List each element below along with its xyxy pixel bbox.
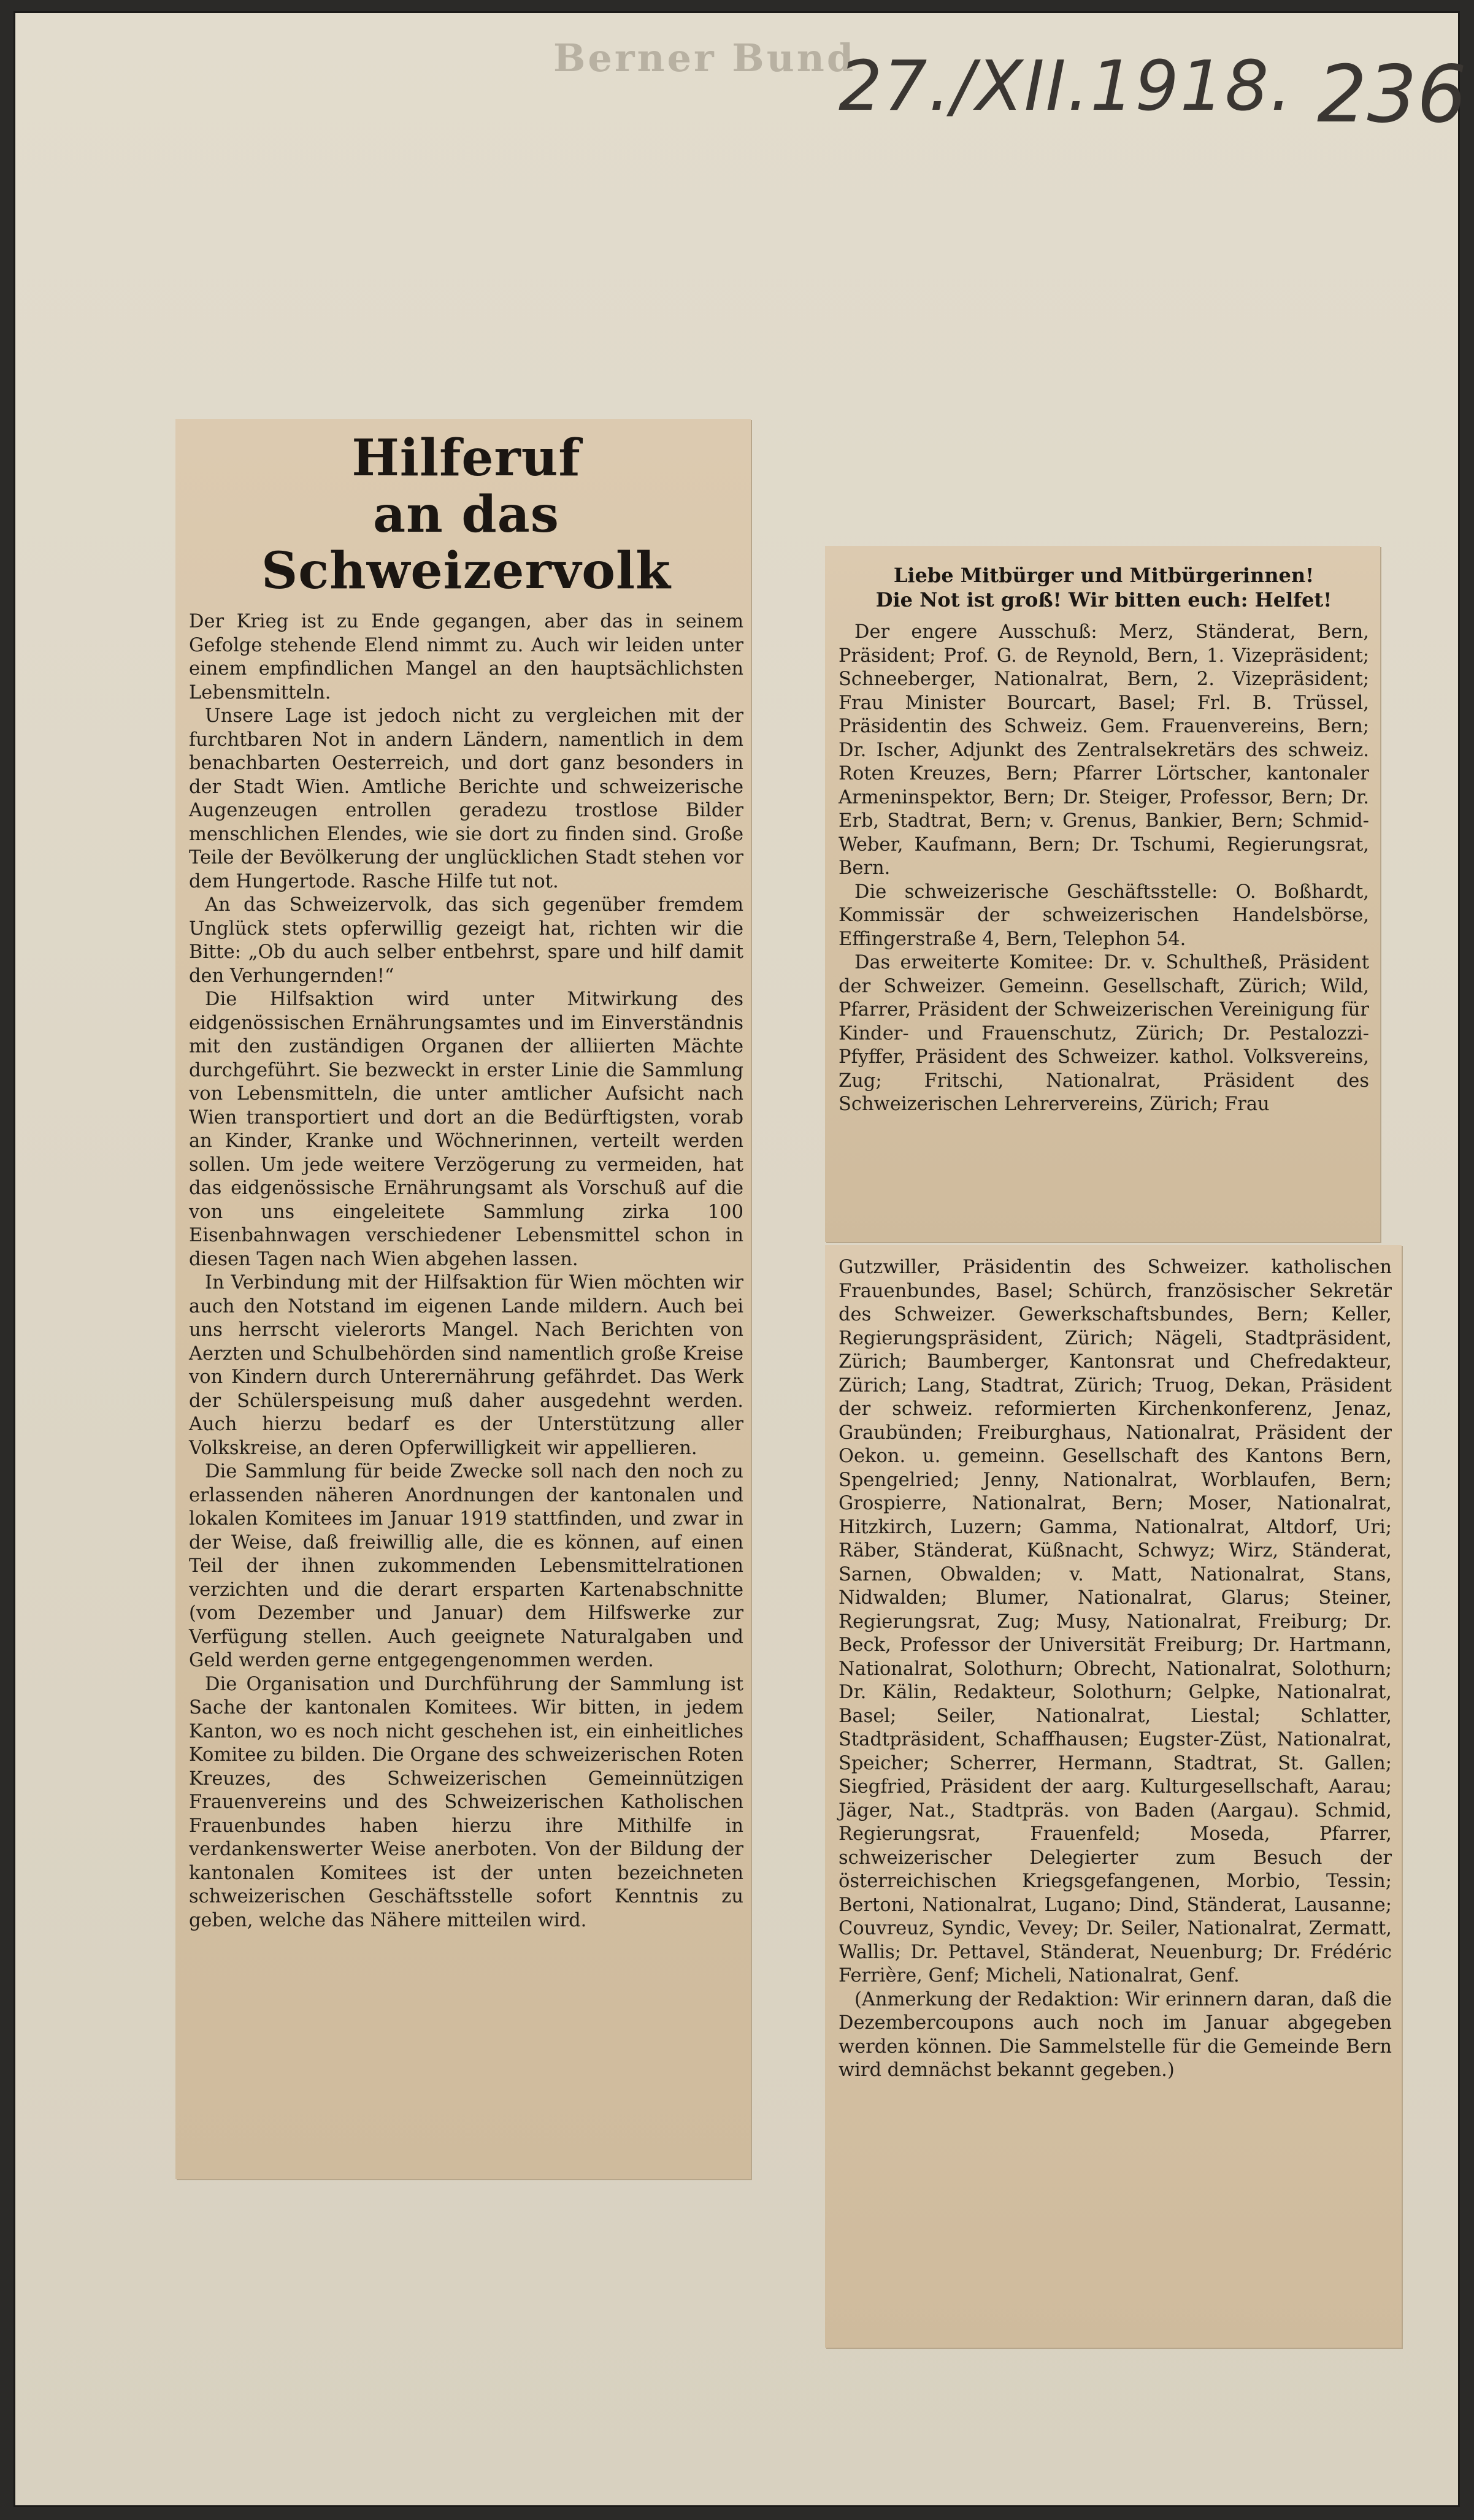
- article-paragraph: Die Organisation und Durchführung der Sammlung ist Sache der kantonalen Komitees. Wir bitten, in jedem Kanton, wo es noch nicht geschehen ist, ein einheitliches Komitee zu bilden. Die Organe des schweizerischen Roten Kreuzes, des Schweizerischen Gemeinnützigen Frauenvereins und des Schweizerischen Katholischen Frauenbundes haben hierzu ihre Mithilfe in verdankenswerter Weise anerboten. Von der Bildung der kantonalen Komitees ist der unten bezeichneten schweizerischen Geschäftsstelle sofort Kenntnis zu geben, welche das Nähere mitteilen wird.: [189, 1673, 743, 1931]
- article-paragraph: In Verbindung mit der Hilfsaktion für Wien möchten wir auch den Notstand im eigenen Lande mildern. Auch bei uns herrscht vielerorts Mangel. Nach Berichten von Aerzten und Schulbehörden sind namentlich große Kreise von Kindern durch Unterernährung gefährdet. Das Werk der Schülerspeisung muß daher ausgedehnt werden. Auch hierzu bedarf es der Unterstützung aller Volkskreise, an deren Opferwilligkeit wir appellieren.: [189, 1272, 743, 1459]
- headline-line-2: an das Schweizervolk: [261, 485, 671, 600]
- article-paragraph: Unsere Lage ist jedoch nicht zu vergleichen mit der furchtbaren Not in andern Ländern, namentlich in dem benachbarten Oesterreich, und dort ganz besonders in der Stadt Wien. Amtliche Berichte und schweizerische Augenzeugen entrollen geradezu trostlose Bilder menschlichen Elendes, wie sie dort zu finden sind. Große Teile der Bevölkerung der unglücklichen Stadt stehen vor dem Hungertode. Rasche Hilfe tut not.: [189, 705, 743, 892]
- article-headline: [189, 430, 743, 599]
- editorial-note: (Anmerkung der Redaktion: Wir erinnern daran, daß die Dezembercoupons auch noch im Januar abgegeben werden können. Die Sammelstelle für die Gemeinde Bern wird demnächst bekannt gegeben.): [839, 1988, 1392, 2081]
- committee-paragraph: Der engere Ausschuß: Merz, Ständerat, Bern, Präsident; Prof. G. de Reynold, Bern, 1. Vizepräsident; Schneeberger, Nationalrat, Bern, 2. Vizepräsident; Frau Minister Bourcart, Basel; Frl. B. Trüssel, Präsidentin des Schweiz. Gem. Frauenvereins, Bern; Dr. Ischer, Adjunkt des Zentralsekretärs des schweiz. Roten Kreuzes, Bern; Pfarrer Lörtscher, kantonaler Armeninspektor, Bern; Dr. Steiger, Professor, Bern; Dr. Erb, Stadtrat, Bern; v. Grenus, Bankier, Bern; Schmid-Weber, Kaufmann, Bern; Dr. Tschumi, Regierungsrat, Bern.: [839, 621, 1369, 879]
- clipping-committee-list-top: [825, 546, 1380, 1242]
- article-paragraph: An das Schweizervolk, das sich gegenüber fremdem Unglück stets opferwillig gezeigt hat, richten wir die Bitte: „Ob du auch selber entbehrst, spare und hilf damit den Verhungernden!“: [189, 894, 743, 987]
- article-paragraph: Die Hilfsaktion wird unter Mitwirkung des eidgenössischen Ernährungsamtes und im Einverständnis mit den zuständigen Organen der alliierten Mächte durchgeführt. Sie bezweckt in erster Linie die Sammlung von Lebensmitteln, die unter amtlicher Aufsicht nach Wien transportiert und dort an die Bedürftigsten, vorab an Kinder, Kranke und Wöchnerinnen, verteilt werden sollen. Um jede weitere Verzögerung zu vermeiden, hat das eidgenössische Ernährungsamt als Vorschuß auf die von uns eingeleitete Sammlung zirka 100 Eisenbahnwagen verschiedener Lebensmittel schon in diesen Tagen nach Wien abgehen lassen.: [189, 989, 743, 1270]
- appeal-heading-line-1: Liebe Mitbürger und Mitbürgerinnen!: [893, 564, 1315, 587]
- committee-paragraph: Das erweiterte Komitee: Dr. v. Schultheß, Präsident der Schweizer. Gemeinn. Gesellschaft, Zürich; Wild, Pfarrer, Präsident der Schweizerischen Vereinigung für Kinder- und Frauenschutz, Zürich; Dr. Pestalozzi-Pfyffer, Präsident des Schweizer. kathol. Volksvereins, Zug; Fritschi, Nationalrat, Präsident des Schweizerischen Lehrervereins, Zürich; Frau: [839, 952, 1369, 1115]
- clipping-committee-list-bottom: [825, 1245, 1402, 2348]
- newspaper-stamp: Berner Bund: [553, 36, 856, 80]
- committee-paragraph: Gutzwiller, Präsidentin des Schweizer. katholischen Frauenbundes, Basel; Schürch, französischer Sekretär des Schweizer. Gewerkschaftsbundes, Bern; Keller, Regierungspräsident, Zürich; Nägeli, Stadtpräsident, Zürich; Baumberger, Kantonsrat und Chefredakteur, Zürich; Lang, Stadtrat, Zürich; Truog, Dekan, Präsident der schweiz. reformierten Kirchenkonferenz, Jenaz, Graubünden; Freiburghaus, Nationalrat, Präsident der Oekon. u. gemeinn. Gesellschaft des Kantons Bern, Spengelried; Jenny, Nationalrat, Worblaufen, Bern; Grospierre, Nationalrat, Bern; Moser, Nationalrat, Hitzkirch, Luzern; Gamma, Nationalrat, Altdorf, Uri; Räber, Ständerat, Küßnacht, Schwyz; Wirz, Ständerat, Sarnen, Obwalden; v. Matt, Nationalrat, Stans, Nidwalden; Blumer, Nationalrat, Glarus; Steiner, Regierungsrat, Zug; Musy, Nationalrat, Freiburg; Dr. Beck, Professor der Universität Freiburg; Dr. Hartmann, Nationalrat, Solothurn; Obrecht, Nationalrat, Solothurn; Dr. Kälin, Redakteur, Solothurn; Gelpke, Nationalrat, Basel; Seiler, Nationalrat, Liestal; Schlatter, Stadtpräsident, Schaffhausen; Eugster-Züst, Nationalrat, Speicher; Scherrer, Hermann, Stadtrat, St. Gallen; Siegfried, Präsident der aarg. Kulturgesellschaft, Aarau; Jäger, Nat., Stadtpräs. von Baden (Aargau). Schmid, Regierungsrat, Frauenfeld; Moseda, Pfarrer, schweizerischer Delegierter zum Besuch der österreichischen Kriegsgefangenen, Morbio, Tessin; Bertoni, Nationalrat, Lugano; Dind, Ständerat, Lausanne; Couvreuz, Syndic, Vevey; Dr. Seiler, Nationalrat, Zermatt, Wallis; Dr. Pettavel, Ständerat, Neuenburg; Dr. Frédéric Ferrière, Genf; Micheli, Nationalrat, Genf.: [839, 1257, 1392, 1986]
- handwritten-date: 27./XII.1918.: [839, 47, 1293, 126]
- article-paragraph: Der Krieg ist zu Ende gegangen, aber das in seinem Gefolge stehende Elend nimmt zu. Auch wir leiden unter einem empfindlichen Mangel an den hauptsächlichsten Lebensmitteln.: [189, 611, 743, 703]
- article-paragraph: Die Sammlung für beide Zwecke soll nach den noch zu erlassenden näheren Anordnungen der kantonalen und lokalen Komitees im Januar 1919 stattfinden, und zwar in der Weise, daß freiwillig alle, die es können, auf einen Teil der ihnen zukommenden Lebensmittelrationen verzichten und die derart ersparten Kartenabschnitte (vom Dezember und Januar) dem Hilfswerke zur Verfügung stellen. Auch geeignete Naturalgaben und Geld werden gerne entgegengenommen werden.: [189, 1461, 743, 1671]
- appeal-heading-line-2: Die Not ist groß! Wir bitten euch: Helfet!: [875, 588, 1332, 611]
- committee-paragraph: Die schweizerische Geschäftsstelle: O. Boßhardt, Kommissär der schweizerischen Handelsbörse, Effingerstraße 4, Bern, Telephon 54.: [839, 881, 1369, 950]
- handwritten-page-number: 236: [1317, 49, 1467, 140]
- clipping-appeal-article: [175, 419, 751, 2179]
- headline-line-1: Hilferuf: [351, 429, 581, 488]
